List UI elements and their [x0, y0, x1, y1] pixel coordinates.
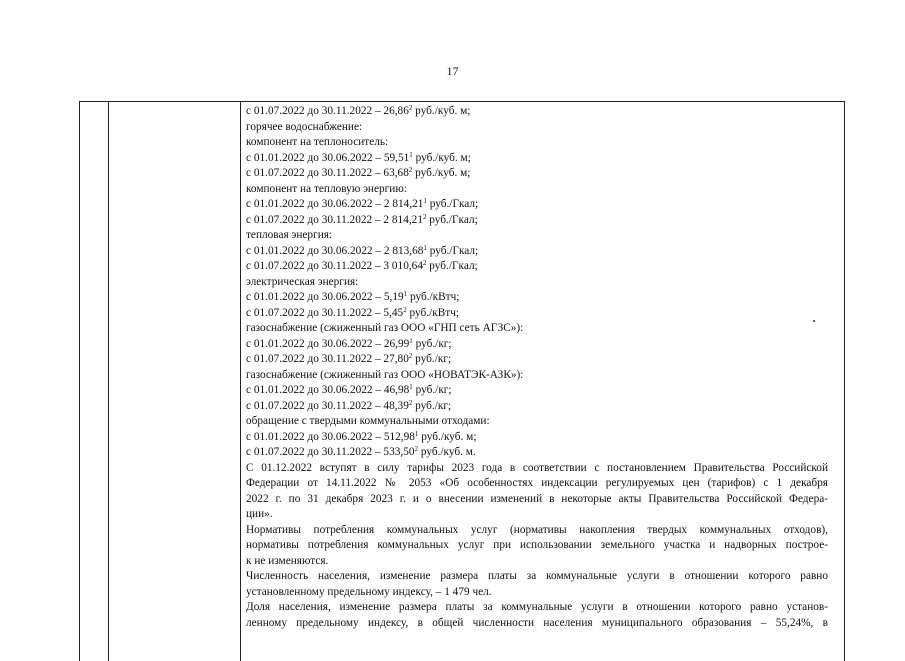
- tariff-line: [246, 244, 828, 260]
- footnote-marker: 1: [409, 383, 413, 391]
- tariff-line: [246, 337, 828, 353]
- paragraph-line: к не изменяются.: [246, 554, 329, 567]
- tariff-line: [246, 383, 828, 399]
- footnote-marker: 2: [403, 305, 407, 314]
- tariff-line-text: с 01.07.2022 до 30.11.2022 – 533,50: [246, 446, 415, 458]
- tariff-line-text: с 01.01.2022 до 30.06.2022 – 2 813,68: [246, 244, 424, 257]
- tariff-line: [246, 399, 828, 415]
- tariff-line-text: с 01.07.2022 до 30.11.2022 – 5,45: [246, 306, 404, 319]
- tariff-line-text: с 01.07.2022 до 30.11.2022 – 27,80: [246, 353, 409, 365]
- tariff-line: [246, 290, 828, 306]
- tariff-line-text: газоснабжение (сжиженный газ ООО «ГНП сеть АГЗС»):: [246, 322, 524, 334]
- tariff-line: [246, 306, 828, 322]
- footnote-marker: 2: [408, 166, 413, 174]
- tariff-line: [246, 275, 828, 291]
- tariff-line: [246, 182, 828, 198]
- tariff-unit: руб./кг;: [412, 337, 452, 350]
- tariff-line-text: с 01.01.2022 до 30.06.2022 – 2 814,21: [246, 198, 424, 210]
- tariff-line-text: горячее водоснабжение:: [246, 120, 363, 133]
- tariff-line-text: с 01.07.2022 до 30.11.2022 – 3 010,64: [246, 260, 423, 272]
- tariff-line: [246, 197, 828, 213]
- tariff-line: [246, 352, 828, 368]
- footnote-marker: 2: [408, 352, 413, 360]
- scan-speck: [813, 320, 815, 322]
- table-column-divider: [108, 102, 109, 661]
- page-number: 17: [446, 64, 459, 78]
- table-cell-content: [246, 104, 828, 631]
- footnote-marker: 2: [414, 445, 418, 453]
- paragraph-line: ции».: [246, 508, 273, 520]
- footnote-marker: 1: [414, 429, 419, 438]
- tariff-unit: руб./кВтч;: [406, 306, 460, 319]
- footnote-marker: 2: [408, 398, 413, 407]
- table-column-divider: [240, 102, 241, 661]
- tariff-line-text: с 01.01.2022 до 30.06.2022 – 59,51: [246, 151, 410, 164]
- tariff-unit: руб./Гкал;: [426, 244, 479, 257]
- tariff-line: [246, 120, 828, 136]
- tariff-line-text: с 01.07.2022 до 30.11.2022 – 2 814,21: [246, 213, 423, 226]
- footnote-marker: 1: [409, 150, 413, 159]
- paragraph-line: С 01.12.2022 вступят в силу тарифы 2023 года в соответствии с постановлением Правительства Российской: [246, 461, 828, 474]
- footnote-marker: 1: [409, 336, 413, 345]
- tariff-unit: руб./кг;: [412, 399, 452, 412]
- tariff-unit: руб./кг;: [412, 353, 452, 365]
- tariff-line: [246, 368, 828, 384]
- tariff-line: [246, 445, 828, 461]
- tariff-line-text: с 01.01.2022 до 30.06.2022 – 46,98: [246, 384, 410, 396]
- tariff-line: [246, 135, 828, 151]
- paragraph: [246, 600, 828, 631]
- tariff-line-text: с 01.07.2022 до 30.11.2022 – 63,68: [246, 167, 409, 179]
- footnote-marker: 1: [423, 243, 427, 252]
- tariff-unit: руб./кг;: [412, 384, 452, 396]
- tariff-line: [246, 213, 828, 229]
- tariff-line-text: компонент на тепловую энергию:: [246, 182, 407, 195]
- footnote-marker: 2: [422, 212, 427, 221]
- paragraph-line: Численность населения, изменение размера платы за коммунальные услуги в отношении которого равно: [246, 570, 828, 582]
- tariff-unit: руб./куб. м;: [418, 430, 477, 443]
- paragraph-line: нормативы потребления коммунальных услуг при использовании земельного участка и надворных построе-: [246, 539, 828, 551]
- tariff-line-text: компонент на теплоноситель:: [246, 136, 389, 148]
- tariff-line: [246, 166, 828, 182]
- paragraph: [246, 569, 828, 600]
- paragraph-line: Доля населения, изменение размера платы за коммунальные услуги в отношении которого равно установ-: [246, 601, 828, 613]
- paragraph-line: 2022 г. по 31 декабря 2023 г. и о внесении изменений в некоторые акты Правительства Российской Федера-: [246, 492, 828, 505]
- tariff-line: [246, 151, 828, 167]
- tariff-unit: руб./Гкал;: [426, 213, 478, 226]
- tariff-line-text: с 01.01.2022 до 30.06.2022 – 5,19: [246, 291, 404, 303]
- footnote-marker: 2: [422, 259, 427, 267]
- tariff-line: [246, 259, 828, 275]
- tariff-unit: руб./Гкал;: [426, 260, 478, 272]
- tariff-line-text: газоснабжение (сжиженный газ ООО «НОВАТЭК-АЗК»):: [246, 368, 524, 381]
- tariff-line: [246, 228, 828, 244]
- tariff-line-text: с 01.07.2022 до 30.11.2022 – 48,39: [246, 399, 409, 412]
- tariff-unit: руб./кВтч;: [407, 291, 460, 303]
- paragraph-line: установленному предельному индексу, – 1 479 чел.: [246, 585, 492, 598]
- tariff-line-text: обращение с твердыми коммунальными отходами:: [246, 415, 490, 427]
- tariff-line: [246, 104, 828, 120]
- footnote-marker: 1: [423, 197, 427, 205]
- tariff-line-text: тепловая энергия:: [246, 229, 333, 241]
- paragraph: [246, 461, 828, 523]
- paragraph: [246, 523, 828, 570]
- tariff-unit: руб./куб. м;: [412, 167, 471, 179]
- footnote-marker: 2: [408, 104, 413, 112]
- tariff-line-text: с 01.07.2022 до 30.11.2022 – 26,86: [246, 105, 409, 117]
- tariff-list: [246, 104, 828, 461]
- paragraph-line: ленному предельному индексу, в общей численности населения муниципального образования – 55,24%, в: [246, 616, 828, 629]
- tariff-line-text: электрическая энергия:: [246, 275, 359, 288]
- tariff-unit: руб./Гкал;: [426, 198, 479, 210]
- footnote-marker: 1: [403, 290, 408, 298]
- paragraph-block: [246, 461, 828, 632]
- tariff-line: [246, 414, 828, 430]
- tariff-unit: руб./куб. м;: [412, 151, 471, 164]
- paragraph-line: Нормативы потребления коммунальных услуг (нормативы накопления твердых коммунальных отходов),: [246, 523, 828, 536]
- tariff-unit: руб./куб. м;: [412, 105, 471, 117]
- tariff-line: [246, 321, 828, 337]
- tariff-line-text: с 01.01.2022 до 30.06.2022 – 26,99: [246, 337, 410, 350]
- tariff-unit: руб./куб. м.: [418, 446, 476, 458]
- tariff-line: [246, 430, 828, 446]
- tariff-line-text: с 01.01.2022 до 30.06.2022 – 512,98: [246, 430, 415, 443]
- paragraph-line: Федерации от 14.11.2022 № 2053 «Об особенностях индексации регулируемых цен (тарифов) с 1 декабря: [246, 477, 828, 489]
